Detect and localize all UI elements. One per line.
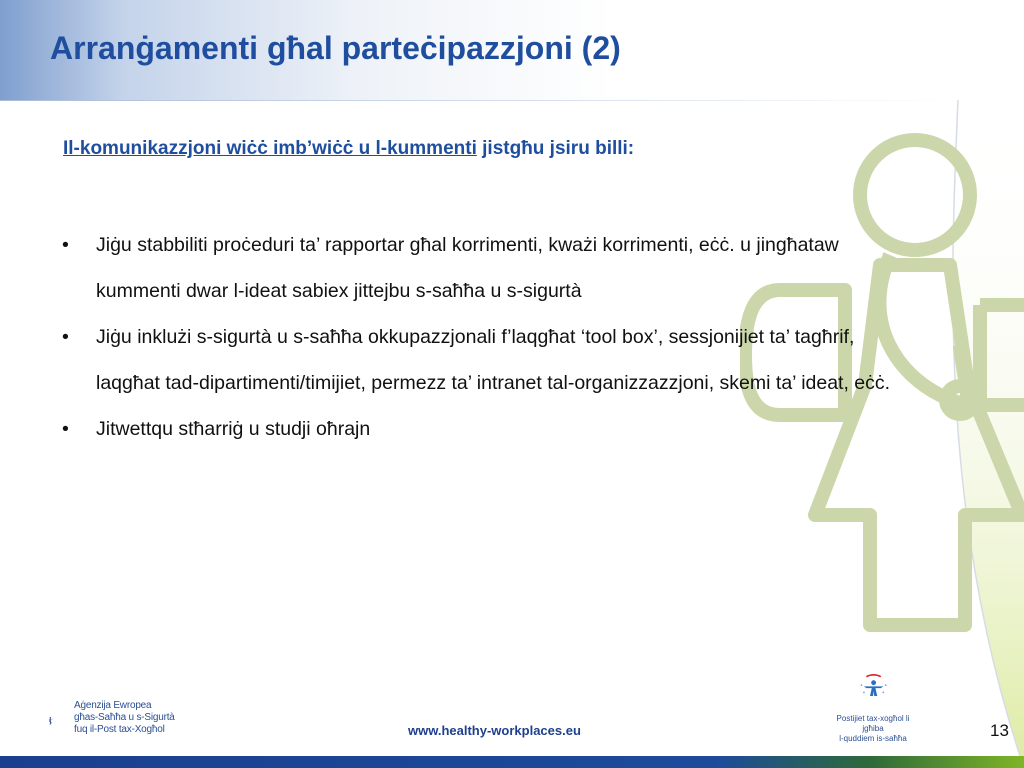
bullet-dot: •	[62, 234, 69, 256]
page-number: 13	[990, 721, 1009, 740]
slide-title: Arranġamenti għal parteċipazzjoni (2)	[50, 30, 621, 66]
campaign-logo-text	[826, 714, 920, 744]
campaign-logo-icon	[828, 673, 918, 713]
subtitle-rest: jistgħu jsiru billi:	[476, 138, 635, 159]
campaign-line-1: Postijiet tax-xogħol li jgħiba	[836, 714, 910, 733]
bullet-item	[62, 406, 892, 452]
agency-logo-icon	[48, 700, 74, 742]
bullet-text: Jiġu stabbiliti proċeduri ta’ rapportar għal korrimenti, kważi korrimenti, eċċ. u jingħataw kummenti dwar l-ideat sabiex jittejbu s-saħħa u s-sigurtà	[96, 234, 839, 302]
bullet-item	[62, 222, 892, 314]
bullet-dot: •	[62, 326, 69, 348]
footer-bar	[0, 756, 1024, 768]
campaign-line-2: l-quddiem is-saħħa	[839, 734, 907, 743]
agency-line-1: Aġenzija Ewropea	[74, 700, 152, 711]
bullet-text: Jitwettqu stħarriġ u studji oħrajn	[96, 418, 371, 440]
bullet-text: Jiġu inklużi s-sigurtà u s-saħħa okkupazzjonali f’laqgħat ‘tool box’, sessjonijiet ta’ tagħrif, laqgħat tad-dipartimenti/timijiet, permezz ta’ intranet tal-organizzazzjoni, skemi ta’ ideat, eċċ.	[96, 326, 891, 394]
agency-line-3: fuq il-Post tax-Xogħol	[74, 724, 165, 735]
bullet-item	[62, 314, 892, 406]
subtitle-underlined: Il-komunikazzjoni wiċċ imb’wiċċ u l-kummenti	[63, 138, 477, 159]
section-subtitle	[63, 138, 634, 160]
bullet-dot: •	[62, 418, 69, 440]
website-url[interactable]: www.healthy-workplaces.eu	[408, 723, 581, 738]
agency-logo-text	[74, 700, 175, 736]
bullet-list	[62, 222, 892, 452]
agency-line-2: għas-Saħħa u s-Sigurtà	[74, 712, 175, 723]
